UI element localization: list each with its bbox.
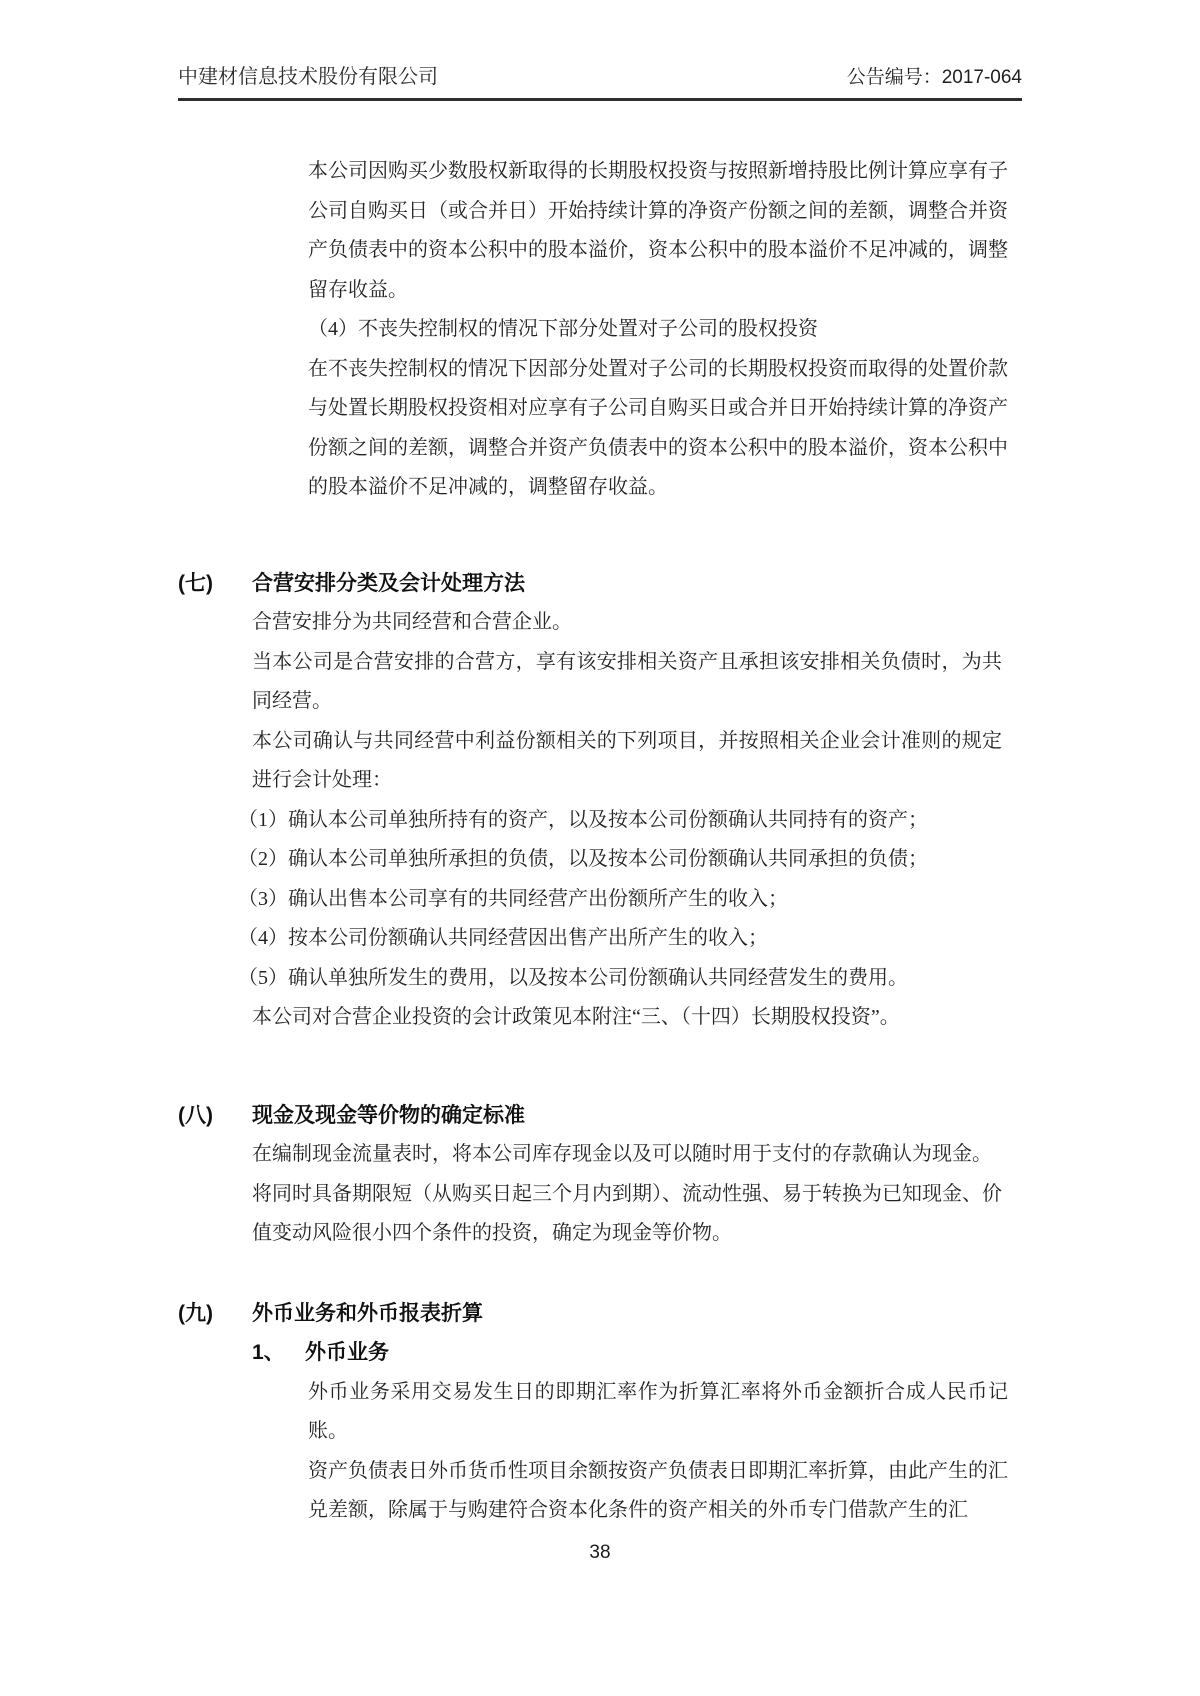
section-cash-equivalents xyxy=(178,1096,1002,1254)
paragraph: 外币业务采用交易发生日的即期汇率作为折算汇率将外币金额折合成人民币记账。 xyxy=(308,1380,1008,1442)
section-label: (七) xyxy=(178,571,213,595)
paragraph: 本公司确认与共同经营中利益份额相关的下列项目，并按照相关企业会计准则的规定进行会计处理： xyxy=(252,729,1002,791)
section-title: 外币业务和外币报表折算 xyxy=(252,1301,483,1325)
subsection-title: 外币业务 xyxy=(305,1341,389,1364)
paragraph: 本公司对合营企业投资的会计政策见本附注“三、（十四）长期股权投资”。 xyxy=(252,1006,900,1028)
list-item: （4）按本公司份额确认共同经营因出售产出所产生的收入； xyxy=(238,927,768,949)
company-name: 中建材信息技术股份有限公司 xyxy=(178,66,438,88)
section-label: (九) xyxy=(178,1301,213,1325)
list-item: （5）确认单独所发生的费用，以及按本公司份额确认共同经营发生的费用。 xyxy=(238,966,908,989)
section-body xyxy=(252,1135,1002,1254)
intro-block xyxy=(308,152,1008,508)
section-joint-arrangements xyxy=(178,564,1002,1038)
section-title: 合营安排分类及会计处理方法 xyxy=(252,571,525,595)
document-body xyxy=(0,152,1200,1531)
numbered-list xyxy=(238,801,1002,999)
section-title: 现金及现金等价物的确定标准 xyxy=(252,1103,525,1127)
list-item: （1）确认本公司单独所持有的资产，以及按本公司份额确认共同持有的资产； xyxy=(238,808,928,831)
subsection-number: 1、 xyxy=(252,1341,285,1364)
list-item: （3）确认出售本公司享有的共同经营产出份额所产生的收入； xyxy=(238,887,788,910)
paragraph: 将同时具备期限短（从购买日起三个月内到期）、流动性强、易于转换为已知现金、价值变动风险很小四个条件的投资，确定为现金等价物。 xyxy=(252,1182,1002,1244)
paragraph: 本公司因购买少数股权新取得的长期股权投资与按照新增持股比例计算应享有子公司自购买日（或合并日）开始持续计算的净资产份额之间的差额，调整合并资产负债表中的资本公积中的股本溢价，资本公积中的股本溢价不足冲减的，调整留存收益。 xyxy=(308,160,1008,301)
section-body xyxy=(238,603,1002,1038)
subsection-heading xyxy=(252,1333,1002,1373)
section-foreign-currency xyxy=(178,1294,1008,1531)
paragraph: 在不丧失控制权的情况下因部分处置对子公司的长期股权投资而取得的处置价款与处置长期股权投资相对应享有子公司自购买日或合并日开始持续计算的净资产份额之间的差额，调整合并资产负债表中的资本公积中的股本溢价，资本公积中的股本溢价不足冲减的，调整留存收益。 xyxy=(308,357,1008,498)
list-item: （2）确认本公司单独所承担的负债，以及按本公司份额确认共同承担的负债； xyxy=(238,848,928,870)
paragraph: 在编制现金流量表时，将本公司库存现金以及可以随时用于支付的存款确认为现金。 xyxy=(252,1143,992,1165)
section-label: (八) xyxy=(178,1103,213,1127)
clause-heading: （4）不丧失控制权的情况下部分处置对子公司的股权投资 xyxy=(308,318,818,340)
paragraph: 当本公司是合营安排的合营方，享有该安排相关资产且承担该安排相关负债时，为共同经营。 xyxy=(252,650,1002,712)
document-header xyxy=(178,60,1022,101)
paragraph: 合营安排分为共同经营和合营企业。 xyxy=(252,611,572,633)
paragraph: 资产负债表日外币货币性项目余额按资产负债表日即期汇率折算，由此产生的汇兑差额，除属于与购建符合资本化条件的资产相关的外币专门借款产生的汇 xyxy=(308,1459,1008,1521)
subsection-body xyxy=(308,1373,1008,1531)
announcement-number: 公告编号：2017-064 xyxy=(846,67,1022,88)
page-number: 38 xyxy=(589,1542,611,1563)
